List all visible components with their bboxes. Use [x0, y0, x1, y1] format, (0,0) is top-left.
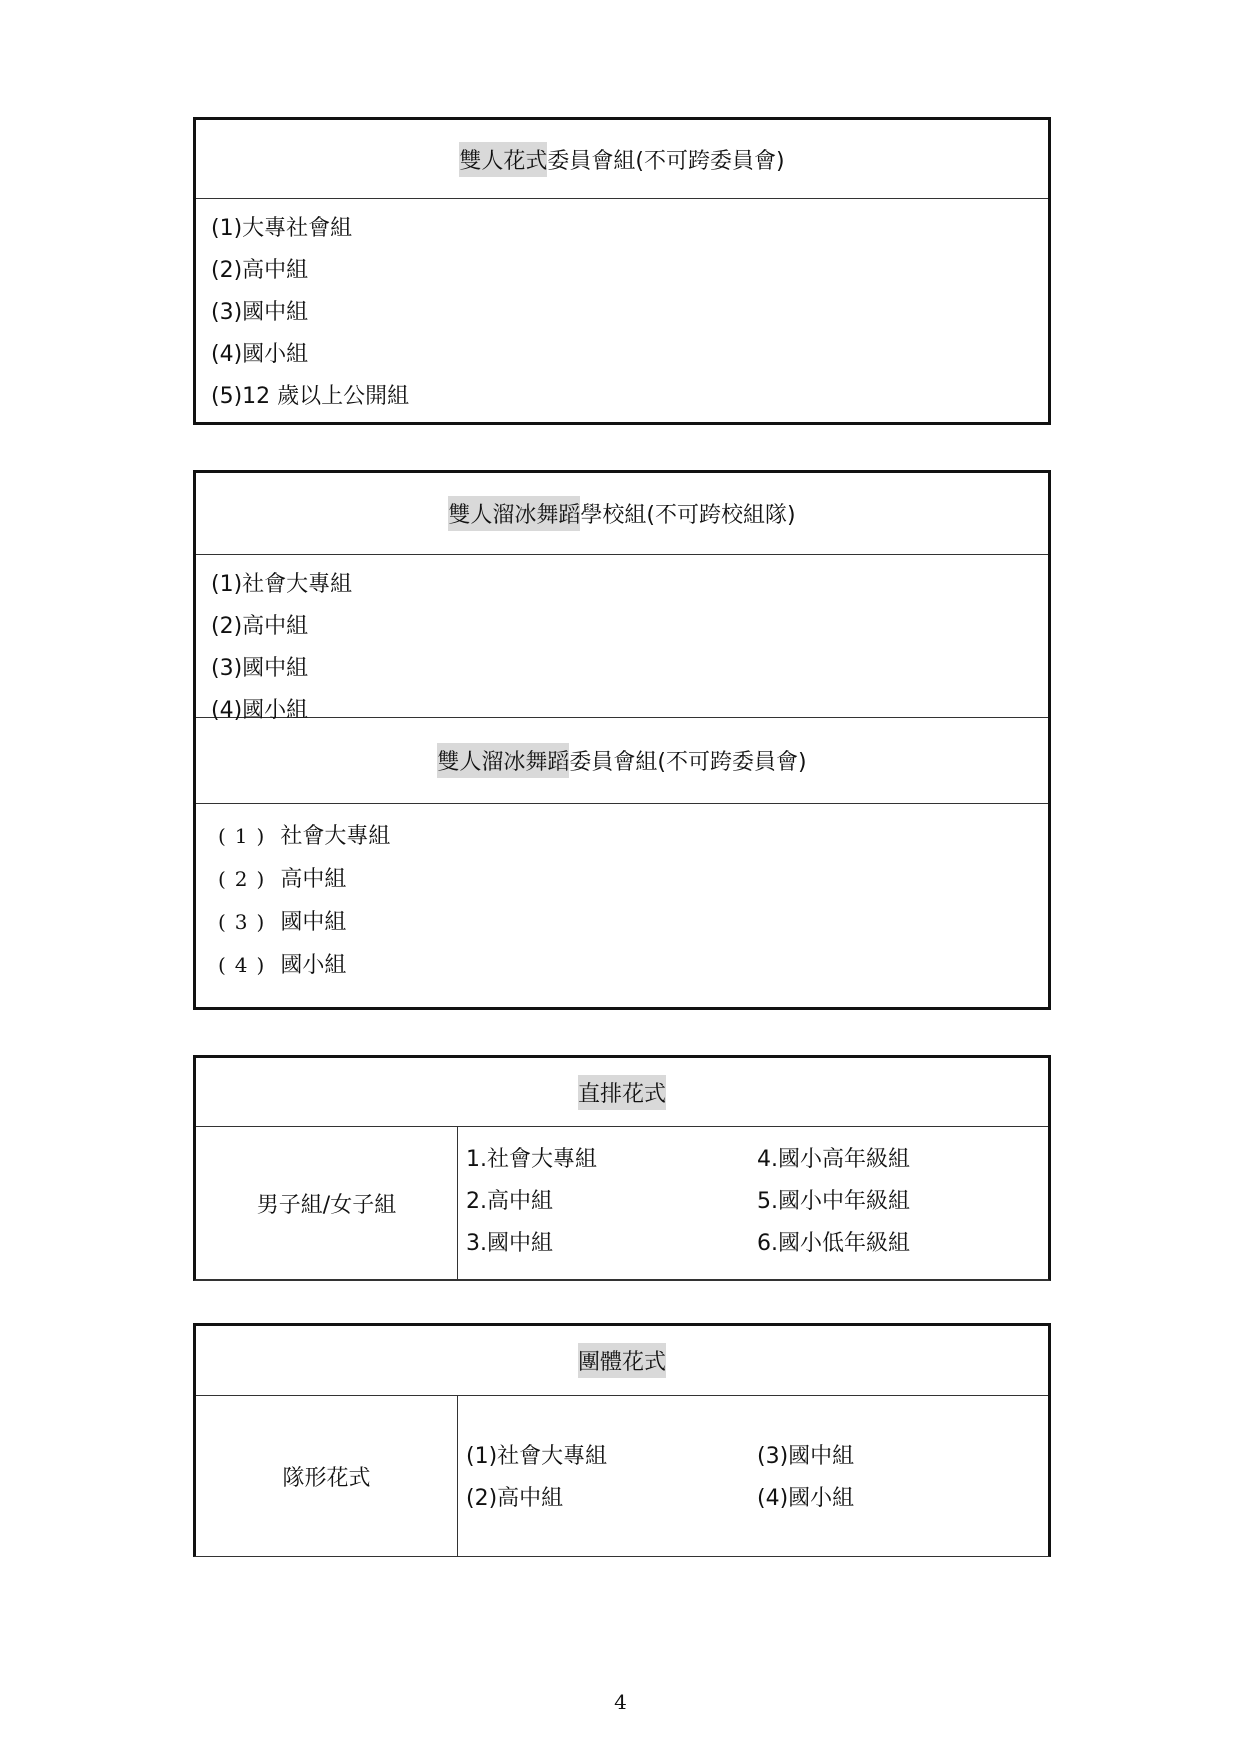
title-highlight: 團體花式 — [578, 1343, 666, 1378]
list-item: 3.國中組 — [466, 1231, 553, 1256]
list-item: (2)高中組 — [466, 1486, 564, 1511]
title-highlight: 雙人花式 — [459, 142, 547, 177]
list-item: (3)國中組 — [211, 300, 309, 325]
title-rest: 委員會組(不可跨委員會) — [569, 750, 807, 775]
group-label: 隊形花式 — [196, 1396, 458, 1556]
table-row — [196, 1127, 1048, 1279]
category-cell — [458, 1396, 1048, 1556]
list-item: (3) 國中組 — [218, 910, 347, 935]
sub-header — [196, 717, 1048, 804]
list-item: (2)高中組 — [211, 614, 309, 639]
list-item: (4)國小組 — [211, 342, 309, 367]
group-freestyle-table — [193, 1323, 1051, 1557]
list-item: (1)社會大專組 — [466, 1444, 608, 1469]
table-header — [196, 120, 1048, 199]
column-left — [466, 1139, 757, 1279]
list-item: (2) 高中組 — [218, 867, 347, 892]
list-item: 5.國小中年級組 — [757, 1189, 910, 1214]
table-header — [196, 473, 1048, 555]
title-highlight: 直排花式 — [578, 1075, 666, 1110]
category-list — [196, 555, 1048, 723]
dance-table — [193, 470, 1051, 1010]
title-highlight: 雙人溜冰舞蹈 — [448, 496, 580, 531]
list-item: (1) 社會大專組 — [218, 824, 391, 849]
table-row — [196, 1396, 1048, 1556]
list-item: (4)國小組 — [211, 698, 309, 723]
category-cell — [458, 1127, 1048, 1279]
doubles-committee-table — [193, 117, 1051, 425]
category-list — [196, 804, 1048, 987]
list-item: (2)高中組 — [211, 258, 309, 283]
title-highlight: 雙人溜冰舞蹈 — [437, 743, 569, 778]
group-label: 男子組/女子組 — [196, 1127, 458, 1279]
title-rest: 學校組(不可跨校組隊) — [580, 503, 796, 528]
list-item: (3)國中組 — [211, 656, 309, 681]
list-item: (4)國小組 — [757, 1486, 855, 1511]
list-item: 4.國小高年級組 — [757, 1147, 910, 1172]
category-list — [196, 199, 1048, 418]
list-item: (5)12 歲以上公開組 — [211, 384, 410, 409]
list-item: 2.高中組 — [466, 1189, 553, 1214]
column-right — [757, 1436, 1048, 1556]
list-item: 6.國小低年級組 — [757, 1231, 910, 1256]
inline-freestyle-table — [193, 1055, 1051, 1281]
list-item: (3)國中組 — [757, 1444, 855, 1469]
list-item: 1.社會大專組 — [466, 1147, 597, 1172]
page-number: 4 — [614, 1690, 627, 1714]
title-rest: 委員會組(不可跨委員會) — [547, 148, 785, 174]
list-item: (1)社會大專組 — [211, 572, 353, 597]
table-header — [196, 1058, 1048, 1127]
list-item: (4) 國小組 — [218, 953, 347, 978]
column-right — [757, 1139, 1048, 1279]
column-left — [466, 1436, 757, 1556]
table-header — [196, 1326, 1048, 1396]
list-item: (1)大專社會組 — [211, 216, 353, 241]
